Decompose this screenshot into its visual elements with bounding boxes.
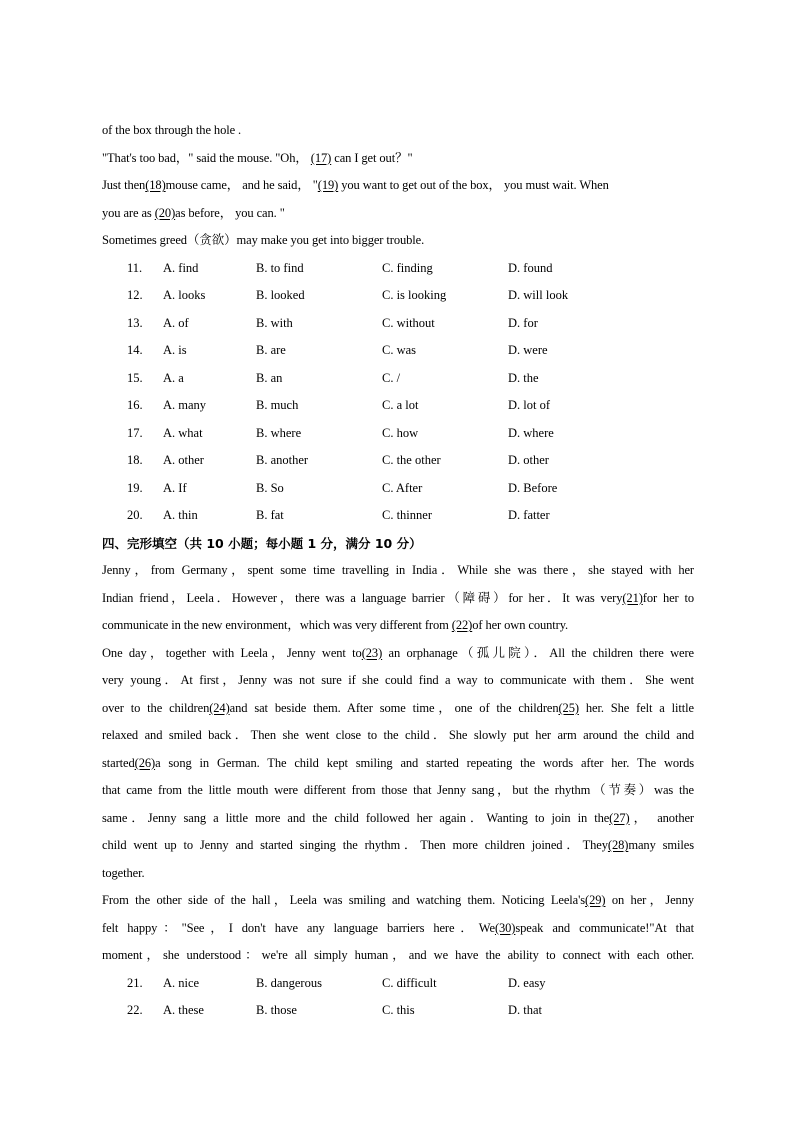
option-d: D. found <box>508 260 553 275</box>
option-d: D. other <box>508 453 549 467</box>
option-d: D. that <box>508 1003 543 1017</box>
text-segment: child went up to Jenny and started singing the rhythm．Then more children joined．They <box>102 838 608 852</box>
question-number: 14. <box>127 343 143 357</box>
option-c: C. this <box>382 1003 415 1017</box>
option-b: B. an <box>256 370 283 385</box>
text-segment: mouse came， and he said， " <box>165 178 318 192</box>
option-a: A. what <box>163 425 203 440</box>
section-title: 四、完形填空（共 10 小题；每小题 1 分，满分 10 分） <box>102 535 422 551</box>
text-segment: of her own country. <box>472 618 569 632</box>
option-a: A. these <box>163 1003 204 1017</box>
blank-number: (21) <box>622 590 643 605</box>
text-segment: together. <box>102 865 145 880</box>
question-options-row <box>102 970 694 998</box>
option-a: A. many <box>163 398 207 412</box>
option-c: C. how <box>382 425 419 440</box>
text-segment: moment，she understood：we're all simply human，and we have the ability to connect with each other. <box>102 948 694 962</box>
question-number: 20. <box>127 508 143 522</box>
question-options-row <box>102 420 694 448</box>
question-number: 18. <box>127 453 143 467</box>
blank-number: (28) <box>607 838 629 852</box>
text-segment: that came from the little mouth were different from those that Jenny sang，but the rhythm（节奏）was the <box>102 783 694 797</box>
question-options-row <box>102 310 694 338</box>
text-segment: for her to <box>642 590 694 605</box>
option-b: B. fat <box>256 508 284 522</box>
text-segment: on her，Jenny <box>605 893 695 907</box>
option-d: D. will look <box>508 288 569 302</box>
text-segment: Indian friend，Leela．However，there was a language barrier（障碍）for her．It was very <box>102 590 623 605</box>
text-line <box>102 585 694 613</box>
option-d: D. Before <box>508 480 558 495</box>
option-b: B. where <box>256 425 302 440</box>
blank-number: (25) <box>558 700 579 715</box>
blank-number: (23) <box>361 645 383 660</box>
text-segment: From the other side of the hall，Leela was smiling and watching them. Noticing Leela's <box>102 893 586 907</box>
text-line <box>102 612 694 640</box>
option-d: D. where <box>508 425 554 440</box>
text-segment: communicate in the new environment，which was very different from <box>102 618 452 632</box>
text-segment: "That's too bad，" said the mouse. "Oh， <box>102 150 311 165</box>
option-c: C. the other <box>382 453 441 467</box>
question-options-row <box>102 997 694 1025</box>
text-segment: ， another <box>629 810 694 825</box>
blank-number: (30) <box>494 920 516 935</box>
option-a: A. is <box>163 343 187 357</box>
question-options-row <box>102 475 694 503</box>
option-a: A. of <box>163 315 189 330</box>
text-segment: Sometimes greed（贪欲）may make you get into bigger trouble. <box>102 233 425 247</box>
text-segment: as before， you can. " <box>175 205 285 220</box>
text-segment: very young．At first，Jenny was not sure if she could find a way to communicate with them．She went <box>102 673 694 687</box>
blank-number: (22) <box>451 618 473 632</box>
option-c: C. After <box>382 480 423 495</box>
text-line <box>102 750 694 778</box>
option-b: B. So <box>256 480 284 495</box>
text-segment: you want to get out of the box， you must wait. When <box>338 178 609 192</box>
option-d: D. were <box>508 343 548 357</box>
text-segment: Jenny，from Germany，spent some time travelling in India．While she was there，she stayed with her <box>102 563 694 577</box>
option-d: D. fatter <box>508 508 550 522</box>
text-segment: One day，together with Leela，Jenny went to <box>102 645 362 660</box>
text-line <box>102 832 694 860</box>
text-segment: felt happy："See，I don't have any language barriers here．We <box>102 920 495 935</box>
question-number: 19. <box>127 480 143 495</box>
text-line <box>102 860 694 888</box>
blank-number: (20) <box>154 205 176 220</box>
text-line <box>102 200 694 228</box>
blank-number: (27) <box>609 810 630 825</box>
question-options-row <box>102 392 694 420</box>
text-line <box>102 942 694 970</box>
option-a: A. thin <box>163 508 198 522</box>
question-options-row <box>102 255 694 283</box>
text-line <box>102 805 694 833</box>
text-segment: and sat beside them. After some time，one of the children <box>229 700 559 715</box>
text-line <box>102 145 694 173</box>
option-a: A. If <box>163 480 187 495</box>
option-c: C. without <box>382 315 435 330</box>
text-line <box>102 915 694 943</box>
text-segment: her. She felt a little <box>578 700 694 715</box>
question-options-row <box>102 502 694 530</box>
option-c: C. finding <box>382 260 433 275</box>
question-number: 17. <box>127 425 143 440</box>
text-segment: can I get out？" <box>331 150 413 165</box>
blank-number: (29) <box>585 893 606 907</box>
question-options-row <box>102 282 694 310</box>
text-line <box>102 695 694 723</box>
text-segment: same．Jenny sang a little more and the child followed her again．Wanting to join in the <box>102 810 610 825</box>
question-number: 12. <box>127 288 143 302</box>
option-a: A. a <box>163 370 184 385</box>
question-number: 15. <box>127 370 143 385</box>
blank-number: (19) <box>317 178 339 192</box>
question-options-row <box>102 365 694 393</box>
question-number: 16. <box>127 398 143 412</box>
blank-number: (18) <box>145 178 166 192</box>
option-c: C. a lot <box>382 398 419 412</box>
page <box>102 117 694 1025</box>
question-number: 13. <box>127 315 143 330</box>
text-line <box>102 172 694 200</box>
option-b: B. much <box>256 398 299 412</box>
question-number: 21. <box>127 975 143 990</box>
text-line <box>102 557 694 585</box>
blank-number: (26) <box>134 755 156 770</box>
text-segment: of the box through the hole . <box>102 123 242 137</box>
text-segment: Just then <box>102 178 146 192</box>
option-c: C. difficult <box>382 975 437 990</box>
text-segment: started <box>102 755 135 770</box>
option-b: B. are <box>256 343 286 357</box>
option-a: A. nice <box>163 975 200 990</box>
option-a: A. other <box>163 453 204 467</box>
option-b: B. dangerous <box>256 975 322 990</box>
blank-number: (24) <box>209 700 230 715</box>
option-d: D. for <box>508 315 538 330</box>
text-segment: many smiles <box>628 838 694 852</box>
text-segment: you are as <box>102 205 155 220</box>
option-b: B. another <box>256 453 309 467</box>
option-c: C. is looking <box>382 288 447 302</box>
options-11-20 <box>102 255 694 530</box>
text-line <box>102 227 694 255</box>
text-segment: a song in German. The child kept smiling and started repeating the words after her. The words <box>155 755 694 770</box>
option-a: A. find <box>163 260 199 275</box>
option-b: B. with <box>256 315 293 330</box>
text-segment: an orphanage（孤儿院）．All the children there were <box>382 645 694 660</box>
question-options-row <box>102 447 694 475</box>
passage-story-ending <box>102 117 694 255</box>
text-segment: speak and communicate!"At that <box>515 920 695 935</box>
question-number: 22. <box>127 1003 143 1017</box>
option-d: D. lot of <box>508 398 551 412</box>
text-segment: over to the children <box>102 700 210 715</box>
blank-number: (17) <box>310 150 332 165</box>
option-b: B. those <box>256 1003 297 1017</box>
option-d: D. the <box>508 370 539 385</box>
option-b: B. to find <box>256 260 304 275</box>
option-b: B. looked <box>256 288 305 302</box>
options-21-22 <box>102 970 694 1025</box>
option-d: D. easy <box>508 975 546 990</box>
text-line <box>102 667 694 695</box>
option-c: C. thinner <box>382 508 432 522</box>
option-c: C. / <box>382 370 401 385</box>
text-line <box>102 640 694 668</box>
text-line <box>102 777 694 805</box>
question-options-row <box>102 337 694 365</box>
passage-cloze <box>102 557 694 970</box>
text-line <box>102 722 694 750</box>
option-c: C. was <box>382 343 417 357</box>
option-a: A. looks <box>163 288 206 302</box>
text-line <box>102 887 694 915</box>
text-segment: relaxed and smiled back．Then she went close to the child．She slowly put her arm around the child and <box>102 728 694 742</box>
text-line <box>102 117 694 145</box>
question-number: 11. <box>127 260 143 275</box>
